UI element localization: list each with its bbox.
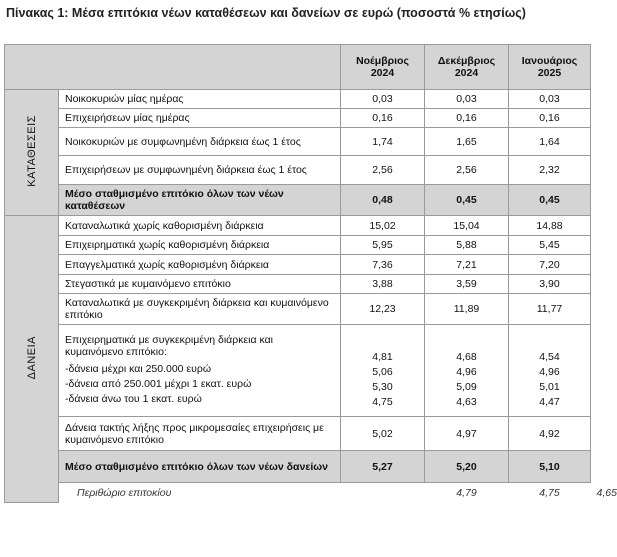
table-row	[5, 90, 591, 109]
row-label: Νοικοκυριών μίας ημέρας	[59, 90, 341, 109]
business-loans-block	[5, 325, 591, 417]
deposits-average-row	[5, 185, 591, 216]
cell-value: 5,06	[372, 365, 393, 378]
cell-value: 4,68	[456, 350, 477, 363]
row-label: Μέσο σταθμισμένο επιτόκιο όλων των νέων καταθέσεων	[59, 185, 341, 216]
cell-value: 0,16	[341, 109, 425, 128]
cell-value: 3,90	[509, 275, 591, 294]
table-row	[5, 109, 591, 128]
row-label: Καταναλωτικά με συγκεκριμένη διάρκεια και κυμαινόμενο επιτόκιο	[59, 294, 341, 325]
cell-value: 4,96	[456, 365, 477, 378]
cell-value: 12,23	[341, 294, 425, 325]
row-label: Επιχειρήσεων μίας ημέρας	[59, 109, 341, 128]
cell-value: 1,64	[509, 128, 591, 156]
cell-value: 0,03	[509, 90, 591, 109]
header-row	[5, 45, 591, 90]
cell-value: 15,04	[425, 216, 509, 236]
cell-value: 4,75	[509, 483, 591, 503]
cell-value: 11,89	[425, 294, 509, 325]
cell-value: 5,01	[539, 380, 560, 393]
cell-value: 1,74	[341, 128, 425, 156]
cell-value: 5,10	[509, 451, 591, 483]
table-row	[5, 255, 591, 275]
row-label: Επιχειρήσεων με συμφωνημένη διάρκεια έως 1 έτος	[59, 156, 341, 185]
column-header-jan-2025: Ιανουάριος 2025	[509, 45, 591, 90]
cell-value: 2,32	[509, 156, 591, 185]
row-label: Στεγαστικά με κυμαινόμενο επιτόκιο	[59, 275, 341, 294]
column-header-nov-2024: Νοέμβριος 2024	[341, 45, 425, 90]
cell-value: 7,21	[425, 255, 509, 275]
table-row	[5, 275, 591, 294]
cell-value: 5,88	[425, 236, 509, 255]
sub-row-label: -δάνεια μέχρι και 250.000 ευρώ	[65, 363, 212, 375]
cell-value: 2,56	[341, 156, 425, 185]
cell-value-block	[341, 325, 425, 417]
cell-value: 0,45	[425, 185, 509, 216]
cell-value: 0,16	[425, 109, 509, 128]
cell-value: 4,54	[539, 350, 560, 363]
table-row	[5, 294, 591, 325]
loans-average-row	[5, 451, 591, 483]
table-row	[5, 156, 591, 185]
cell-value-block	[425, 325, 509, 417]
cell-value: 3,88	[341, 275, 425, 294]
cell-value: 2,56	[425, 156, 509, 185]
cell-value: 7,36	[341, 255, 425, 275]
cell-value: 0,16	[509, 109, 591, 128]
cell-value: 4,96	[539, 365, 560, 378]
cell-value: 5,27	[341, 451, 425, 483]
cell-value: 5,02	[341, 417, 425, 451]
cell-value: 0,03	[341, 90, 425, 109]
cell-value: 4,47	[539, 395, 560, 408]
cell-value: 0,48	[341, 185, 425, 216]
cell-value: 4,92	[509, 417, 591, 451]
table-row	[5, 417, 591, 451]
cell-value: 5,09	[456, 380, 477, 393]
cell-value: 5,30	[372, 380, 393, 393]
cell-value: 5,45	[509, 236, 591, 255]
row-label: Επιχειρηματικά χωρίς καθορισμένη διάρκεια	[59, 236, 341, 255]
table-row	[5, 128, 591, 156]
group-label-loans: ΔΑΝΕΙΑ	[5, 216, 59, 503]
group-label-deposits: ΚΑΤΑΘΕΣΕΙΣ	[5, 90, 59, 216]
cell-value: 14,88	[509, 216, 591, 236]
cell-value-block	[509, 325, 591, 417]
table-title: Πίνακας 1: Μέσα επιτόκια νέων καταθέσεων και δανείων σε ευρώ (ποσοστά % ετησίως)	[6, 6, 526, 20]
row-label: Επιχειρηματικά με συγκεκριμένη διάρκεια και κυμαινόμενο επιτόκιο:	[65, 334, 273, 358]
interest-margin-row: Περιθώριο επιτοκίου 4,79 4,75 4,65	[5, 483, 591, 503]
cell-value: 15,02	[341, 216, 425, 236]
cell-value: 1,65	[425, 128, 509, 156]
sub-row-label: -δάνεια άνω του 1 εκατ. ευρώ	[65, 393, 202, 405]
row-label: Νοικοκυριών με συμφωνημένη διάρκεια έως 1 έτος	[59, 128, 341, 156]
column-header-dec-2024: Δεκέμβριος 2024	[425, 45, 509, 90]
cell-value: 7,20	[509, 255, 591, 275]
table-row	[5, 216, 591, 236]
sub-row-label: -δάνεια από 250.001 μέχρι 1 εκατ. ευρώ	[65, 378, 252, 390]
cell-value: 4,79	[425, 483, 509, 503]
cell-value: 4,81	[372, 350, 393, 363]
row-label: Επαγγελματικά χωρίς καθορισμένη διάρκεια	[59, 255, 341, 275]
cell-value: 4,97	[425, 417, 509, 451]
cell-value: 4,63	[456, 395, 477, 408]
cell-value: 4,75	[372, 395, 393, 408]
cell-value: 11,77	[509, 294, 591, 325]
header-blank-cell	[5, 45, 341, 90]
cell-value: 3,59	[425, 275, 509, 294]
row-label: Καταναλωτικά χωρίς καθορισμένη διάρκεια	[59, 216, 341, 236]
cell-value: 5,95	[341, 236, 425, 255]
row-label: Μέσο σταθμισμένο επιτόκιο όλων των νέων δανείων	[59, 451, 341, 483]
cell-value: 0,45	[509, 185, 591, 216]
table-row	[5, 236, 591, 255]
row-label-block	[59, 325, 341, 417]
cell-value: 5,20	[425, 451, 509, 483]
cell-value: 0,03	[425, 90, 509, 109]
row-label: Περιθώριο επιτοκίου	[59, 483, 425, 503]
interest-rates-table	[4, 44, 617, 503]
row-label: Δάνεια τακτής λήξης προς μικρομεσαίες επιχειρήσεις με κυμαινόμενο επιτόκιο	[59, 417, 341, 451]
